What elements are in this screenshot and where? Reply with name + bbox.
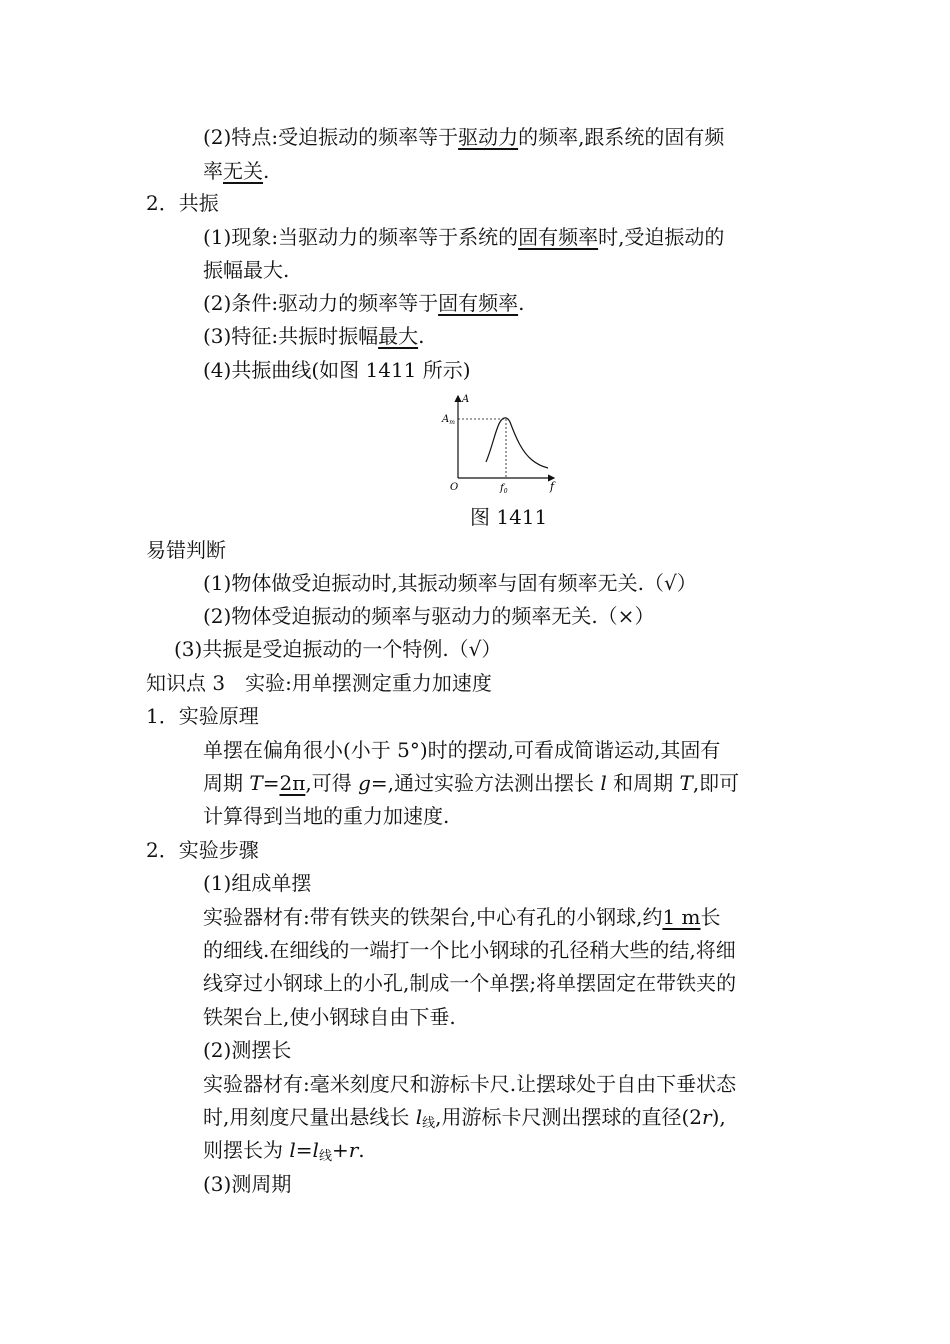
text: = (295, 1138, 313, 1162)
text: 实验器材有:带有铁夹的铁架台,中心有孔的小钢球,约 (203, 905, 663, 929)
underlined-answer: 无关 (223, 159, 263, 183)
heading-steps: 2．实验步骤 (146, 838, 259, 862)
text: . (358, 1138, 365, 1162)
step-1-line-3: 线穿过小钢球上的小孔,制成一个单摆;将单摆固定在带铁夹的 (203, 971, 737, 995)
step-3-title: (3)测周期 (203, 1172, 292, 1196)
step-2-line-2 (203, 1104, 726, 1137)
origin-label: O (450, 482, 459, 493)
subscript: 线 (422, 1116, 436, 1131)
text: ), (711, 1105, 726, 1129)
text: . (518, 291, 525, 315)
heading-judgement: 易错判断 (146, 538, 226, 562)
step-1-title: (1)组成单摆 (203, 871, 312, 895)
subscript: 线 (318, 1149, 332, 1164)
judgement-1: (1)物体做受迫振动时,其振动频率与固有频率无关.（√） (203, 571, 697, 595)
text: . (418, 324, 425, 348)
text: 长 (700, 905, 721, 929)
symbol-r: r (702, 1105, 712, 1129)
judgement-3: (3)共振是受迫振动的一个特例.（√） (174, 637, 502, 661)
text: . (263, 159, 270, 183)
heading-resonance: 2．共振 (146, 191, 219, 215)
text: ,可得 (305, 771, 359, 795)
peak-amplitude-label: $A_m$ (442, 414, 455, 426)
text: 时,用刻度尺量出悬线长 (203, 1105, 416, 1129)
judgement-2: (2)物体受迫振动的频率与驱动力的频率无关.（×） (203, 604, 655, 628)
text: (2)条件:驱动力的频率等于 (203, 291, 439, 315)
line-phenomenon (203, 224, 724, 250)
text: 的频率,跟系统的固有频 (518, 125, 725, 149)
line-condition (203, 290, 524, 316)
resonance-curve (486, 418, 548, 468)
text: (1)现象:当驱动力的频率等于系统的 (203, 225, 519, 249)
text: 则摆长为 (203, 1138, 290, 1162)
line-character (203, 323, 424, 349)
underlined-answer: 2π (279, 771, 306, 795)
text: = (262, 771, 280, 795)
natural-frequency-label: $f_0$ (500, 483, 508, 495)
principle-line-1: 单摆在偏角很小(小于 5°)时的摆动,可看成简谐运动,其固有 (203, 738, 721, 762)
text: 时,受迫振动的 (598, 225, 725, 249)
symbol-r: r (348, 1138, 359, 1162)
step-2-line-1: 实验器材有:毫米刻度尺和游标卡尺.让摆球处于自由下垂状态 (203, 1072, 737, 1096)
step-2-line-3 (203, 1137, 365, 1170)
step-1-line-4: 铁架台上,使小钢球自由下垂. (203, 1005, 456, 1029)
text: 周期 (203, 771, 250, 795)
heading-principle: 1．实验原理 (146, 704, 259, 728)
underlined-answer: 1 m (662, 905, 701, 929)
text: (3)特征:共振时振幅 (203, 324, 379, 348)
symbol-T: T (679, 771, 693, 795)
step-2-title: (2)测摆长 (203, 1038, 292, 1062)
symbol-T: T (249, 771, 263, 795)
symbol-l: l (289, 1138, 296, 1162)
symbol-g: g (358, 771, 371, 795)
x-axis-label: f (550, 480, 555, 493)
underlined-answer: 驱动力 (458, 125, 519, 149)
step-1-line-2: 的细线.在细线的一端打一个比小钢球的孔径稍大些的结,将细 (203, 938, 736, 962)
principle-line-2 (203, 770, 739, 796)
text: 和周期 (606, 771, 680, 795)
text: (2)特点:受迫振动的频率等于 (203, 125, 459, 149)
underlined-answer: 固有频率 (518, 225, 599, 249)
text: ,用游标卡尺测出摆球的直径(2 (435, 1105, 703, 1129)
resonance-curve-figure (436, 390, 566, 500)
text: + (331, 1138, 349, 1162)
text: ,即可 (692, 771, 740, 795)
text: =,通过实验方法测出摆长 (370, 771, 601, 795)
principle-line-3: 计算得到当地的重力加速度. (203, 804, 450, 828)
symbol-l: l (312, 1138, 319, 1162)
line-feature (203, 124, 724, 150)
line-curve: (4)共振曲线(如图 1411 所示) (203, 358, 471, 382)
figure-caption: 图 1411 (470, 505, 548, 529)
heading-knowledge-3: 知识点 3 实验:用单摆测定重力加速度 (146, 671, 492, 695)
step-1-line-1 (203, 904, 721, 930)
text: 率 (203, 159, 223, 183)
underlined-answer: 固有频率 (438, 291, 519, 315)
line-phenomenon-cont: 振幅最大. (203, 258, 290, 282)
y-axis-label: A (462, 394, 470, 405)
underlined-answer: 最大 (378, 324, 419, 348)
symbol-l: l (600, 771, 607, 795)
symbol-l: l (415, 1105, 423, 1129)
line-feature-cont (203, 158, 269, 184)
